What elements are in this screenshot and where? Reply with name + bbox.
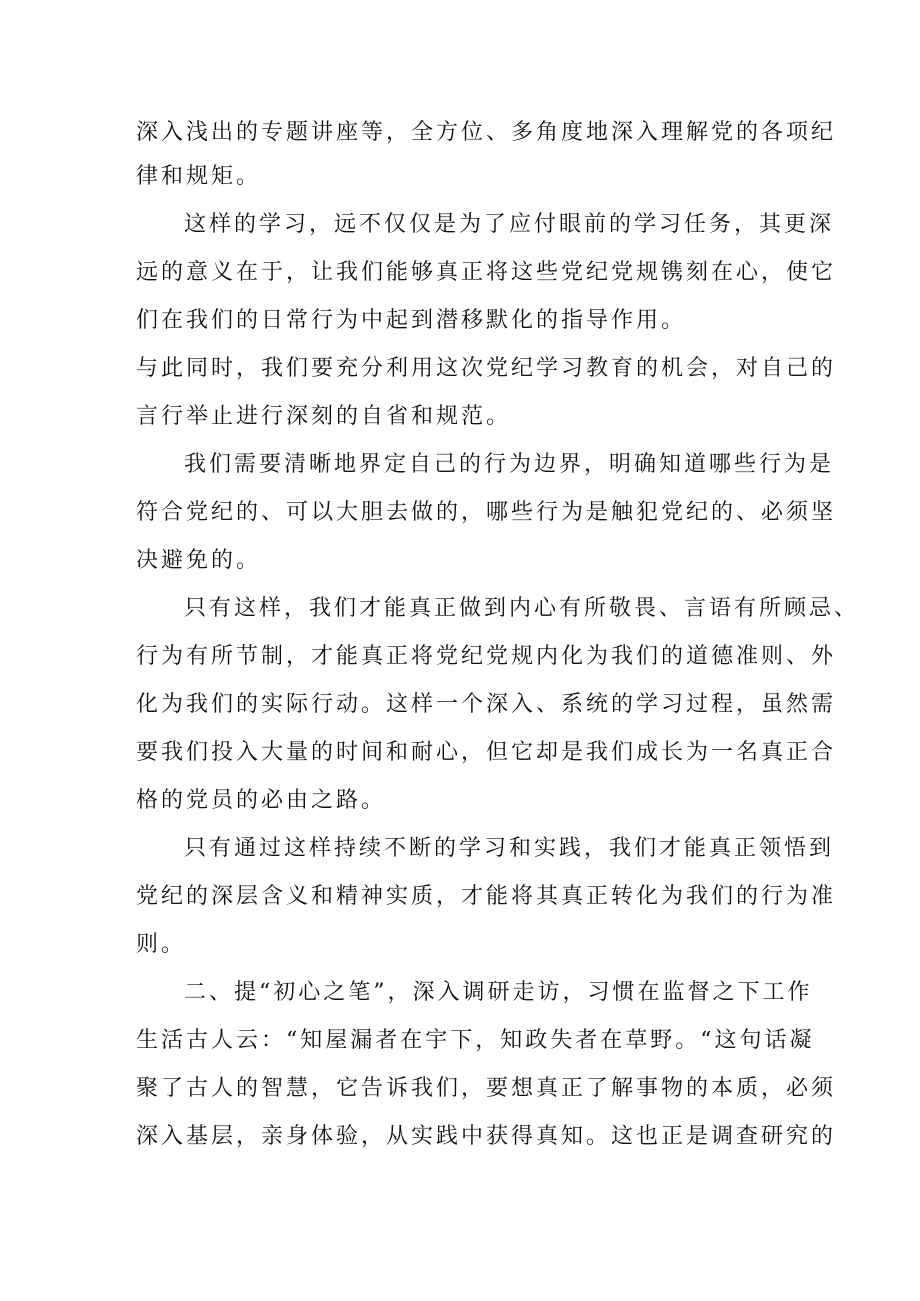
text-line: 符合党纪的、可以大胆去做的，哪些行为是触犯党纪的、必须坚: [136, 500, 837, 525]
text-line: 要我们投入大量的时间和耐心，但它却是我们成长为一名真正合: [136, 740, 837, 765]
text-line: 聚了古人的智慧，它告诉我们，要想真正了解事物的本质，必须: [136, 1076, 837, 1101]
text-line: 律和规矩。: [136, 164, 262, 189]
text-line: 生活古人云：“知屋漏者在宇下，知政失者在草野。“这句话凝: [136, 1028, 815, 1053]
text-line: 党纪的深层含义和精神实质，才能将其真正转化为我们的行为准: [136, 884, 837, 909]
text-line: 则。: [136, 932, 187, 957]
text-line: 远的意义在于，让我们能够真正将这些党纪党规镌刻在心，使它: [136, 260, 837, 285]
text-line: 只有通过这样持续不断的学习和实践，我们才能真正领悟到: [184, 836, 835, 861]
text-line: 决避免的。: [136, 548, 262, 573]
text-line: 言行举止进行深刻的自省和规范。: [136, 404, 512, 429]
text-line: 深入基层，亲身体验，从实践中获得真知。这也正是调查研究的: [136, 1124, 837, 1149]
text-line: 深入浅出的专题讲座等，全方位、多角度地深入理解党的各项纪: [136, 120, 837, 145]
section-heading-line: 二、提“初心之笔”，深入调研走访，习惯在监督之下工作: [184, 980, 813, 1005]
text-line: 们在我们的日常行为中起到潜移默化的指导作用。: [136, 308, 687, 333]
text-line: 行为有所节制，才能真正将党纪党规内化为我们的道德准则、外: [136, 644, 837, 669]
text-line: 只有这样，我们才能真正做到内心有所敬畏、言语有所顾忌、: [184, 596, 860, 621]
text-line: 我们需要清晰地界定自己的行为边界，明确知道哪些行为是: [184, 452, 835, 477]
text-line: 这样的学习，远不仅仅是为了应付眼前的学习任务，其更深: [184, 212, 835, 237]
text-line: 与此同时，我们要充分利用这次党纪学习教育的机会，对自己的: [136, 356, 837, 381]
text-line: 化为我们的实际行动。这样一个深入、系统的学习过程，虽然需: [136, 692, 837, 717]
text-line: 格的党员的必由之路。: [136, 788, 387, 813]
